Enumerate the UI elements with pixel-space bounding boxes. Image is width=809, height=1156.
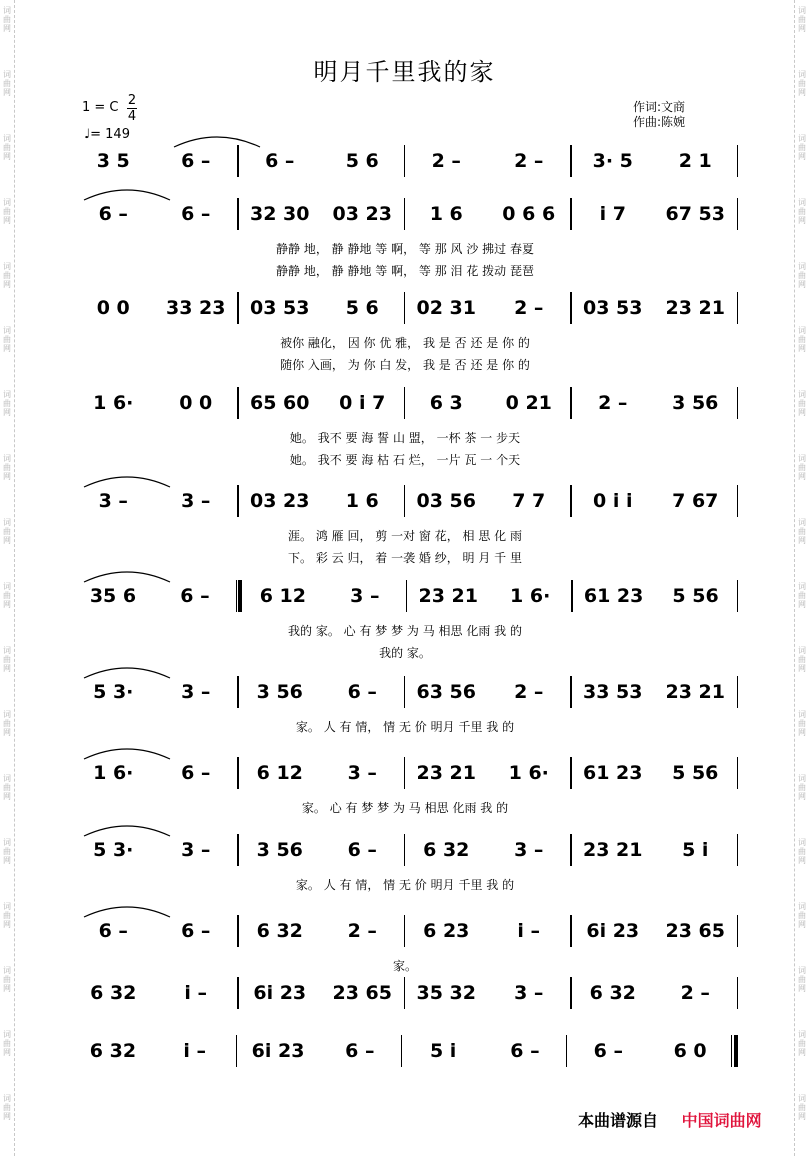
measure — [239, 982, 322, 1004]
notes: 3 56 — [672, 392, 719, 414]
measure — [484, 1040, 566, 1062]
watermark-text: 词 曲 网 — [798, 710, 806, 737]
notes: 3 – — [347, 762, 377, 784]
measure — [155, 392, 238, 414]
measure — [654, 839, 737, 861]
notes: 1 6 — [345, 490, 379, 512]
lyric-line — [72, 429, 738, 446]
barline — [737, 977, 739, 1009]
watermark-text: 词 曲 网 — [798, 646, 806, 673]
watermark-text: 词 曲 网 — [3, 390, 11, 417]
measure — [239, 762, 322, 784]
notes: 61 23 — [583, 585, 644, 607]
measure — [154, 585, 236, 607]
notes: 5 56 — [672, 762, 719, 784]
watermark-text: 词 曲 网 — [3, 582, 11, 609]
notes: i 7 — [599, 203, 626, 225]
measure — [72, 392, 155, 414]
watermark-text: 词 曲 网 — [798, 390, 806, 417]
notes: 6 32 — [423, 839, 470, 861]
measure — [405, 392, 488, 414]
measure — [654, 982, 737, 1004]
lyric-text: 下。 彩 云 归， 着 一袭 婚 纱， 明 月 千 里 — [288, 551, 522, 565]
barline — [737, 580, 739, 612]
key-signature: 1 = C — [82, 100, 119, 115]
lyric-line — [72, 451, 738, 468]
barline — [737, 757, 739, 789]
slur-mark — [82, 186, 172, 202]
notes: 6i 23 — [251, 1040, 305, 1062]
notes: 03 23 — [332, 203, 392, 225]
measure — [155, 150, 238, 172]
notes: 3 – — [514, 982, 544, 1004]
credits — [633, 100, 685, 130]
slur-mark — [82, 822, 172, 838]
barline — [737, 198, 739, 230]
notes: 3 – — [181, 490, 211, 512]
measure — [488, 920, 571, 942]
lyric-text: 她。 我不 要 海 誓 山 盟， 一杯 茶 一 步天 — [289, 431, 521, 445]
watermark-text: 词 曲 网 — [3, 6, 11, 33]
lyric-text: 我的 家。 — [379, 646, 431, 660]
notes: 03 53 — [250, 297, 310, 319]
notes: 65 60 — [250, 392, 310, 414]
watermark-text: 词 曲 网 — [798, 198, 806, 225]
measure — [72, 203, 155, 225]
measure — [488, 681, 571, 703]
notes: 6 – — [510, 1040, 540, 1062]
lyric-text: 被你 融化， 因 你 优 雅， 我 是 否 还 是 你 的 — [280, 336, 530, 350]
tempo-marking — [84, 127, 130, 142]
measure — [572, 203, 655, 225]
notes: 35 32 — [416, 982, 476, 1004]
notes: 1 6· — [93, 392, 134, 414]
quarter-note-icon: ♩ — [84, 127, 91, 142]
notes: 5 3· — [93, 681, 134, 703]
notes: i – — [517, 920, 541, 942]
notes: 3· 5 — [592, 150, 633, 172]
measure — [572, 762, 655, 784]
watermark-text: 词 曲 网 — [3, 838, 11, 865]
measure — [654, 203, 737, 225]
barline — [737, 834, 739, 866]
watermark-text: 词 曲 网 — [3, 1094, 11, 1121]
measure — [72, 982, 155, 1004]
notes: 67 53 — [665, 203, 725, 225]
notes: 63 56 — [416, 681, 476, 703]
watermark-text: 词 曲 网 — [3, 134, 11, 161]
measure — [654, 681, 737, 703]
notes: 2 – — [431, 150, 461, 172]
notes: 6 – — [98, 203, 128, 225]
notes: 6 12 — [259, 585, 306, 607]
time-signature-bottom: 4 — [127, 109, 137, 124]
measure — [72, 150, 155, 172]
measure — [488, 297, 571, 319]
barline — [737, 676, 739, 708]
measure — [654, 297, 737, 319]
measure — [572, 839, 655, 861]
watermark-text: 词 曲 网 — [798, 1094, 806, 1121]
measure — [572, 490, 655, 512]
notes: 3 – — [350, 585, 380, 607]
lyric-text: 她。 我不 要 海 枯 石 烂， 一片 瓦 一 个天 — [289, 453, 521, 467]
notes: 23 21 — [418, 585, 478, 607]
lyric-line — [72, 799, 738, 816]
notes: 6 – — [181, 203, 211, 225]
watermark-text: 词 曲 网 — [798, 966, 806, 993]
measure — [72, 839, 155, 861]
notes-row — [72, 1033, 738, 1069]
lyric-line — [72, 718, 738, 735]
watermark-text: 词 曲 网 — [798, 1030, 806, 1057]
slur-mark — [82, 903, 172, 919]
measure — [572, 392, 655, 414]
measure — [242, 585, 324, 607]
notes: 23 21 — [583, 839, 643, 861]
slur-mark — [82, 745, 172, 761]
notes: 5 i — [429, 1040, 457, 1062]
watermark-text: 词 曲 网 — [798, 134, 806, 161]
notes: 2 – — [514, 150, 544, 172]
notes: 5 i — [682, 839, 709, 861]
lyric-text: 静静 地， 静 静地 等 啊， 等 那 泪 花 拨动 琵琶 — [276, 264, 534, 278]
watermark-text: 词 曲 网 — [798, 902, 806, 929]
notes: 3 – — [514, 839, 544, 861]
lyric-text: 随你 入画， 为 你 白 发， 我 是 否 还 是 你 的 — [280, 358, 530, 372]
notes: 6 12 — [256, 762, 303, 784]
notes: 7 67 — [672, 490, 719, 512]
notes: 6 – — [593, 1040, 623, 1062]
measure — [239, 490, 322, 512]
notes: 3 56 — [256, 681, 303, 703]
barline — [737, 292, 739, 324]
notes: 6 – — [98, 920, 128, 942]
measure — [572, 297, 655, 319]
measure — [572, 681, 655, 703]
tempo-value: = 149 — [90, 127, 130, 142]
measure — [155, 920, 238, 942]
watermark-text: 词 曲 网 — [798, 6, 806, 33]
barline — [737, 485, 739, 517]
barline — [731, 1035, 738, 1067]
watermark-text: 词 曲 网 — [3, 710, 11, 737]
measure — [488, 490, 571, 512]
measure — [155, 839, 238, 861]
watermark-text: 词 曲 网 — [3, 70, 11, 97]
measure — [72, 762, 155, 784]
measure — [649, 1040, 731, 1062]
measure — [321, 920, 404, 942]
notes: 6 32 — [589, 982, 636, 1004]
lyric-text: 家。 人 有 情， 情 无 价 明月 千里 我 的 — [295, 720, 515, 734]
notes: 3 56 — [256, 839, 303, 861]
watermark-text: 词 曲 网 — [3, 1030, 11, 1057]
lyric-text: 家。 人 有 情， 情 无 价 明月 千里 我 的 — [295, 878, 515, 892]
measure — [321, 982, 404, 1004]
measure — [72, 681, 155, 703]
lyric-line — [72, 549, 738, 566]
notes: 6 – — [181, 150, 211, 172]
notes: 61 23 — [583, 762, 643, 784]
measure — [239, 920, 322, 942]
lyric-text: 静静 地， 静 静地 等 啊， 等 那 风 沙 拂过 春夏 — [276, 242, 534, 256]
source-label: 本曲谱源自 — [578, 1111, 659, 1130]
notes: 2 – — [680, 982, 710, 1004]
notes: 2 – — [347, 920, 377, 942]
notes: 6i 23 — [586, 920, 640, 942]
notes: 6 – — [180, 585, 210, 607]
watermark-text: 词 曲 网 — [798, 262, 806, 289]
notes: 03 23 — [250, 490, 310, 512]
notes: 6 – — [347, 839, 377, 861]
watermark-text: 词 曲 网 — [798, 454, 806, 481]
notes: 5 56 — [672, 585, 719, 607]
measure — [572, 982, 655, 1004]
slur-mark — [82, 664, 172, 680]
slur-mark — [172, 133, 262, 149]
measure — [321, 839, 404, 861]
lyric-line — [72, 262, 738, 279]
notes: 35 6 — [89, 585, 137, 607]
notes: 23 21 — [665, 297, 725, 319]
measure — [239, 203, 322, 225]
time-signature-top: 2 — [127, 93, 137, 108]
measure — [237, 1040, 319, 1062]
measure — [154, 1040, 236, 1062]
notes: 0 6 6 — [502, 203, 556, 225]
measure — [405, 150, 488, 172]
notes: i – — [184, 982, 208, 1004]
notes: 6 23 — [423, 920, 470, 942]
notes: 2 1 — [678, 150, 712, 172]
watermark-text: 词 曲 网 — [798, 326, 806, 353]
notes: 6 – — [181, 920, 211, 942]
measure — [72, 920, 155, 942]
measure — [488, 150, 571, 172]
measure — [572, 920, 655, 942]
watermark-text: 词 曲 网 — [798, 838, 806, 865]
notes: 33 53 — [583, 681, 643, 703]
notes-row — [72, 385, 738, 421]
notes: 6 3 — [429, 392, 463, 414]
notes: 3 5 — [96, 150, 130, 172]
lyric-line — [72, 527, 738, 544]
watermark-text: 词 曲 网 — [3, 646, 11, 673]
measure — [572, 150, 655, 172]
measure — [155, 490, 238, 512]
notes: 03 53 — [583, 297, 643, 319]
watermark-text: 词 曲 网 — [3, 262, 11, 289]
measure — [488, 203, 571, 225]
measure — [239, 392, 322, 414]
notes: 6 0 — [673, 1040, 707, 1062]
watermark-text: 词 曲 网 — [798, 774, 806, 801]
measure — [654, 490, 737, 512]
notes: 2 – — [598, 392, 628, 414]
lyric-line — [72, 356, 738, 373]
watermark-text: 词 曲 网 — [798, 518, 806, 545]
notes: 3 – — [181, 681, 211, 703]
measure — [321, 681, 404, 703]
composer: 作曲:陈婉 — [633, 115, 686, 129]
lyricist: 作词:文商 — [633, 100, 686, 114]
watermark-text: 词 曲 网 — [3, 198, 11, 225]
slur-mark — [82, 568, 172, 584]
measure — [321, 490, 404, 512]
lyric-text: 涯。 鸿 雁 回， 剪 一对 窗 花， 相 思 化 雨 — [288, 529, 522, 543]
notes: 0 0 — [96, 297, 130, 319]
watermark-text: 词 曲 网 — [3, 454, 11, 481]
notes: 3 – — [181, 839, 211, 861]
measure — [488, 762, 571, 784]
song-title: 明月千里我的家 — [313, 58, 496, 86]
measure — [405, 490, 488, 512]
notes: 33 23 — [166, 297, 226, 319]
lyric-text: 家。 — [392, 959, 417, 973]
lyric-line — [72, 957, 738, 974]
measure — [405, 297, 488, 319]
measure — [488, 392, 571, 414]
notes: 02 31 — [416, 297, 476, 319]
notes: 1 6· — [510, 585, 551, 607]
lyric-text: 家。 心 有 梦 梦 为 马 相思 化雨 我 的 — [301, 801, 509, 815]
watermark-text: 词 曲 网 — [798, 70, 806, 97]
barline — [737, 145, 739, 177]
measure — [654, 150, 737, 172]
lyric-line — [72, 644, 738, 661]
notes: 3 – — [98, 490, 128, 512]
notes-row — [72, 290, 738, 326]
notes: 1 6· — [93, 762, 134, 784]
watermark-text: 词 曲 网 — [3, 902, 11, 929]
watermark-text: 词 曲 网 — [3, 966, 11, 993]
notes: i – — [183, 1040, 207, 1062]
measure — [488, 839, 571, 861]
barline — [737, 915, 739, 947]
measure — [573, 585, 655, 607]
measure — [155, 681, 238, 703]
measure — [324, 585, 406, 607]
measure — [405, 839, 488, 861]
measure — [405, 203, 488, 225]
measure — [239, 150, 322, 172]
measure — [155, 297, 238, 319]
watermark-text: 词 曲 网 — [3, 518, 11, 545]
measure — [321, 203, 404, 225]
measure — [654, 392, 737, 414]
notes: 6 – — [181, 762, 211, 784]
lyric-line — [72, 334, 738, 351]
measure — [567, 1040, 649, 1062]
measure — [489, 585, 571, 607]
measure — [407, 585, 489, 607]
notes: 23 65 — [665, 920, 725, 942]
measure — [155, 762, 238, 784]
notes: 6 – — [347, 681, 377, 703]
time-signature — [127, 93, 137, 124]
measure — [155, 203, 238, 225]
lyric-line — [72, 240, 738, 257]
notes-row — [72, 975, 738, 1011]
measure — [321, 392, 404, 414]
measure — [321, 762, 404, 784]
measure — [319, 1040, 401, 1062]
measure — [405, 982, 488, 1004]
notes: 23 21 — [416, 762, 476, 784]
measure — [72, 297, 155, 319]
notes: 0 21 — [505, 392, 552, 414]
measure — [239, 681, 322, 703]
notes: 0 0 — [179, 392, 213, 414]
notes: 1 6 — [429, 203, 463, 225]
notes: 6 – — [345, 1040, 375, 1062]
measure — [405, 681, 488, 703]
measure — [654, 920, 737, 942]
measure — [239, 839, 322, 861]
notes: 6 – — [265, 150, 295, 172]
measure — [155, 982, 238, 1004]
notes: 23 21 — [665, 681, 725, 703]
notes: 1 6· — [508, 762, 549, 784]
watermark-text: 词 曲 网 — [3, 774, 11, 801]
lyric-text: 我的 家。 心 有 梦 梦 为 马 相思 化雨 我 的 — [288, 624, 522, 638]
notes: 6 32 — [90, 982, 137, 1004]
measure — [654, 762, 737, 784]
notes: 32 30 — [250, 203, 310, 225]
notes: 5 6 — [345, 150, 379, 172]
notes: 23 65 — [332, 982, 392, 1004]
measure — [239, 297, 322, 319]
notes: 0 i 7 — [339, 392, 386, 414]
measure — [405, 920, 488, 942]
source-site-link[interactable]: 中国词曲网 — [681, 1111, 762, 1130]
measure — [72, 1040, 154, 1062]
measure — [72, 490, 155, 512]
measure — [321, 150, 404, 172]
notes: 6 32 — [89, 1040, 137, 1062]
watermark-text: 词 曲 网 — [3, 326, 11, 353]
measure — [321, 297, 404, 319]
measure — [402, 1040, 484, 1062]
measure — [405, 762, 488, 784]
lyric-line — [72, 876, 738, 893]
measure — [488, 982, 571, 1004]
measure — [655, 585, 737, 607]
notes: 5 6 — [345, 297, 379, 319]
slur-mark — [82, 473, 172, 489]
notes: 6i 23 — [253, 982, 307, 1004]
notes: 5 3· — [93, 839, 134, 861]
watermark-text: 词 曲 网 — [798, 582, 806, 609]
source-credit[interactable] — [578, 1108, 762, 1131]
notes: 7 7 — [512, 490, 546, 512]
lyric-line — [72, 622, 738, 639]
notes: 2 – — [514, 297, 544, 319]
notes: 03 56 — [416, 490, 476, 512]
barline — [737, 387, 739, 419]
notes: 2 – — [514, 681, 544, 703]
measure — [72, 585, 154, 607]
notes: 6 32 — [256, 920, 303, 942]
notes: 0 i i — [593, 490, 633, 512]
